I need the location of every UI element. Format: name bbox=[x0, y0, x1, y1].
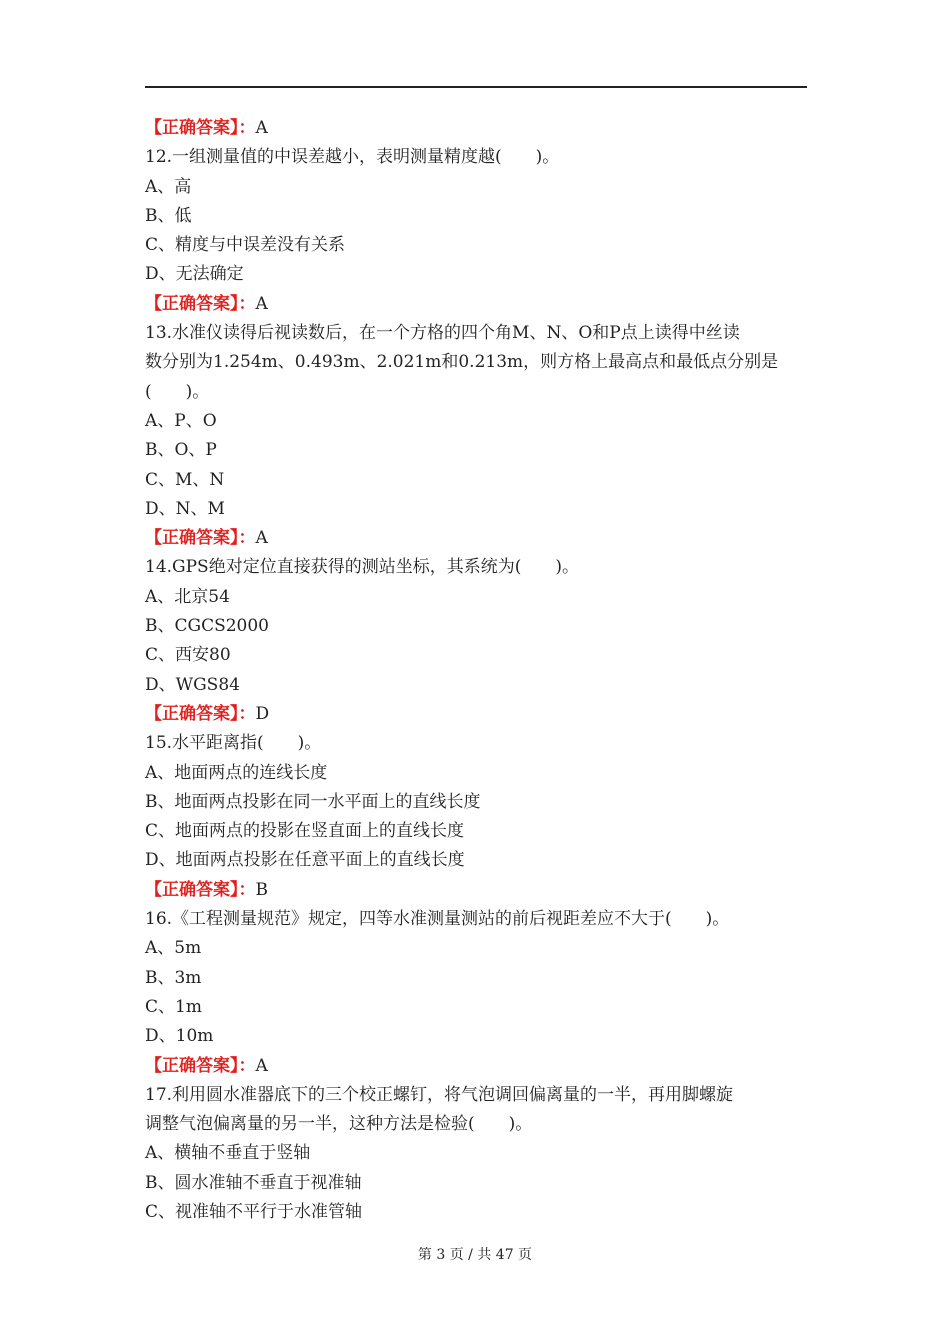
option-d: D、N、M bbox=[145, 498, 225, 519]
page-content bbox=[145, 114, 807, 1227]
option-a: A、横轴不垂直于竖轴 bbox=[145, 1143, 311, 1164]
answer-line bbox=[145, 114, 807, 143]
answer-label: 【正确答案】： bbox=[145, 703, 256, 724]
option-c: C、视准轴不平行于水准管轴 bbox=[145, 1201, 363, 1222]
question-text: 14.GPS绝对定位直接获得的测站坐标，其系统为( )。 bbox=[145, 557, 579, 578]
option-c: C、西安80 bbox=[145, 645, 231, 666]
answer-line bbox=[145, 524, 807, 553]
answer-label: 【正确答案】： bbox=[145, 1055, 256, 1076]
option-b: B、O、P bbox=[145, 440, 217, 461]
answer-value: B bbox=[255, 879, 268, 900]
option-c: C、地面两点的投影在竖直面上的直线长度 bbox=[145, 821, 465, 842]
question-text-line-1: 17.利用圆水准器底下的三个校正螺钉，将气泡调回偏离量的一半，再用脚螺旋 bbox=[145, 1084, 734, 1105]
question-text: 12.一组测量值的中误差越小，表明测量精度越( )。 bbox=[145, 147, 560, 168]
option-a: A、5m bbox=[145, 938, 202, 959]
option-b: B、地面两点投影在同一水平面上的直线长度 bbox=[145, 791, 481, 812]
answer-line bbox=[145, 876, 807, 905]
option-a: A、高 bbox=[145, 176, 192, 197]
option-d: D、无法确定 bbox=[145, 264, 244, 285]
question-text-line-1: 13.水准仪读得后视读数后，在一个方格的四个角M、N、O和P点上读得中丝读 bbox=[145, 323, 740, 344]
page-footer: 第 3 页 / 共 47 页 bbox=[417, 1247, 533, 1263]
question-text-line-2: 调整气泡偏离量的另一半，这种方法是检验( )。 bbox=[145, 1114, 533, 1135]
answer-label: 【正确答案】： bbox=[145, 293, 256, 314]
question-text-line-2: 数分别为1.254m、0.493m、2.021m和0.213m，则方格上最高点和最低点分别是 bbox=[145, 352, 779, 373]
header-rule bbox=[145, 86, 807, 88]
answer-value: A bbox=[255, 293, 268, 314]
option-c: C、1m bbox=[145, 996, 202, 1017]
answer-value: A bbox=[255, 528, 268, 549]
option-b: B、CGCS2000 bbox=[145, 616, 269, 637]
question-text: 15.水平距离指( )。 bbox=[145, 733, 322, 754]
option-a: A、P、O bbox=[145, 410, 217, 431]
answer-line bbox=[145, 700, 807, 729]
option-c: C、精度与中误差没有关系 bbox=[145, 235, 346, 256]
answer-line bbox=[145, 290, 807, 319]
option-a: A、地面两点的连线长度 bbox=[145, 762, 328, 783]
question-text-line-3: ( )。 bbox=[145, 381, 210, 402]
answer-label: 【正确答案】： bbox=[145, 879, 256, 900]
question-text: 16.《工程测量规范》规定，四等水准测量测站的前后视距差应不大于( )。 bbox=[145, 909, 730, 930]
option-c: C、M、N bbox=[145, 469, 225, 490]
option-d: D、地面两点投影在任意平面上的直线长度 bbox=[145, 850, 465, 871]
answer-label: 【正确答案】： bbox=[145, 528, 256, 549]
option-b: B、低 bbox=[145, 205, 192, 226]
option-d: D、WGS84 bbox=[145, 674, 240, 695]
option-b: B、3m bbox=[145, 967, 202, 988]
answer-line bbox=[145, 1052, 807, 1081]
answer-value: D bbox=[255, 703, 270, 724]
answer-value: A bbox=[255, 118, 268, 138]
option-d: D、10m bbox=[145, 1026, 214, 1047]
option-b: B、圆水准轴不垂直于视准轴 bbox=[145, 1172, 362, 1193]
option-a: A、北京54 bbox=[145, 586, 230, 607]
answer-value: A bbox=[255, 1055, 268, 1076]
answer-label: 【正确答案】： bbox=[145, 118, 256, 138]
